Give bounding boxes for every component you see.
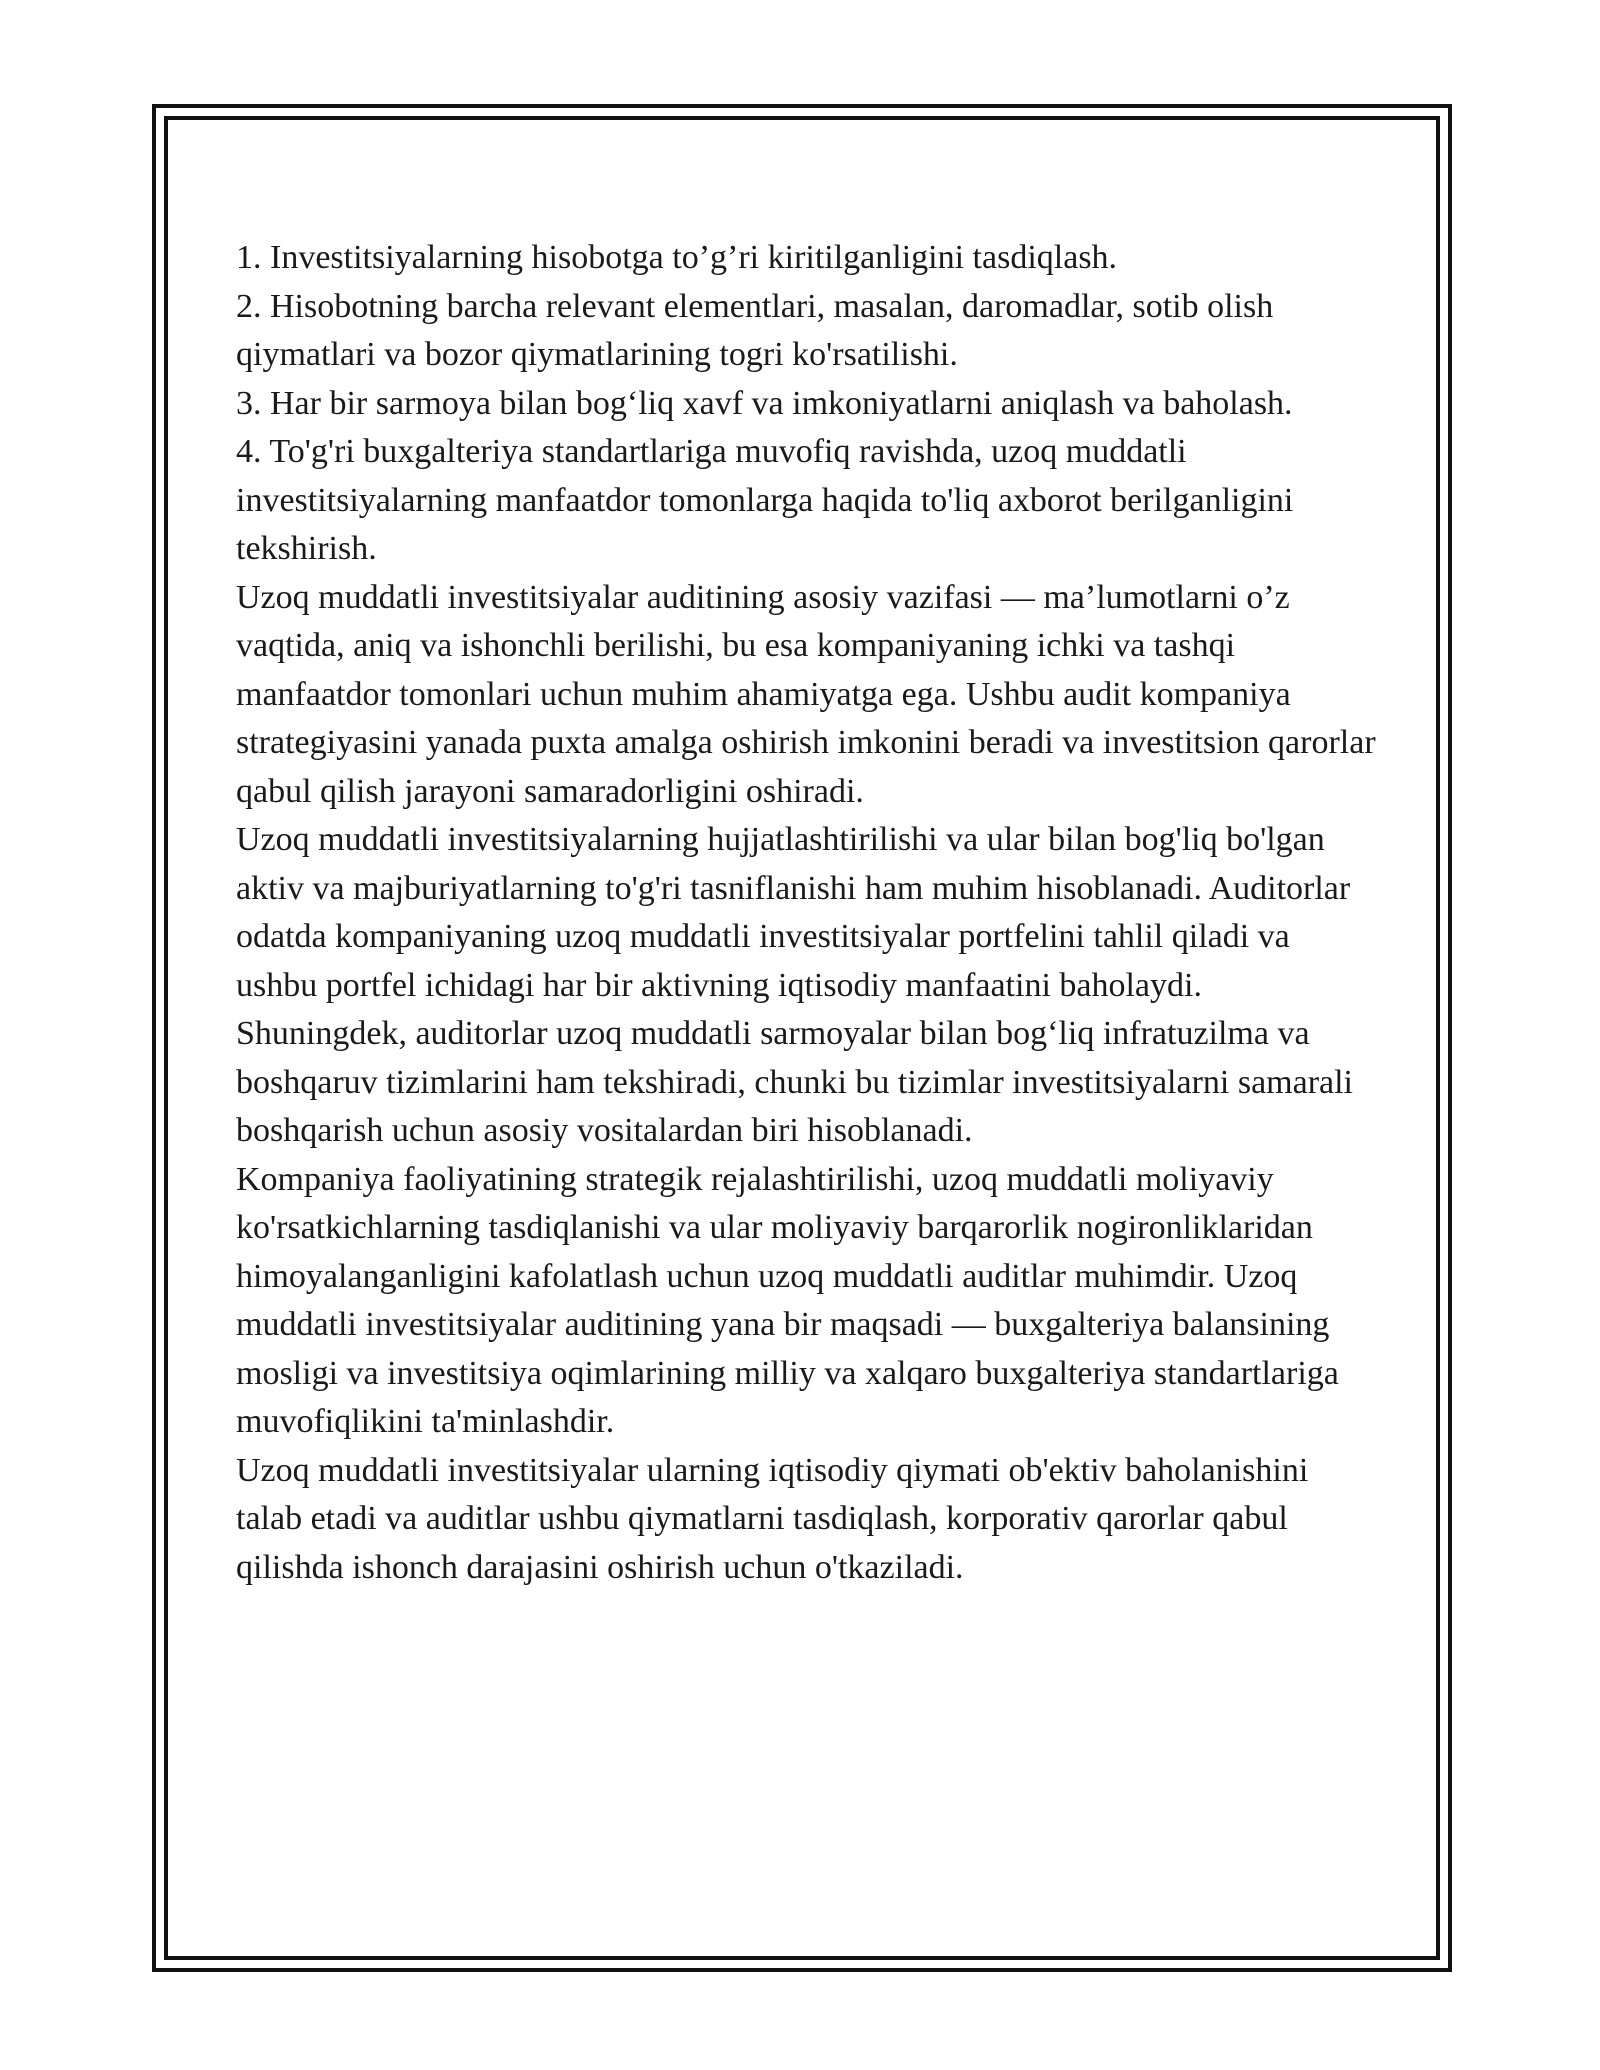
paragraph-4: Uzoq muddatli investitsiyalar ularning iqtisodiy qiymati ob'ektiv baholanishini talab etadi va auditlar ushbu qiymatlarni tasdiqlash, korporativ qarorlar qabul qilishda ishonch darajasini oshirish uchun o'tkaziladi. [236,1451,1309,1586]
list-item-3: 3. Har bir sarmoya bilan bog‘liq xavf va imkoniyatlarni aniqlash va baholash. [236,384,1293,422]
list-item-2: 2. Hisobotning barcha relevant elementlari, masalan, daromadlar, sotib olish qiymatlari va bozor qiymatlarining togri ko'rsatilishi. [236,287,1274,373]
numbered-list [236,234,1376,574]
paragraph-2: Uzoq muddatli investitsiyalarning hujjatlashtirilishi va ular bilan bog'liq bo'lgan aktiv va majburiyatlarning to'g'ri tasniflanishi ham muhim hisoblanadi. Auditorlar odatda kompaniyaning uzoq muddatli investitsiyalar portfelini tahlil qiladi va ushbu portfel ichidagi har bir aktivning iqtisodiy manfaatini baholaydi. Shuningdek, auditorlar uzoq muddatli sarmoyalar bilan bog‘liq infratuzilma va boshqaruv tizimlarini ham tekshiradi, chunki bu tizimlar investitsiyalarni samarali boshqarish uchun asosiy vositalardan biri hisoblanadi. [236,821,1354,1149]
list-item-4: 4. To'g'ri buxgalteriya standartlariga muvofiq ravishda, uzoq muddatli investitsiyalarning manfaatdor tomonlarga haqida to'liq axborot berilganligini tekshirish. [236,433,1294,567]
paragraph-3: Kompaniya faoliyatining strategik rejalashtirilishi, uzoq muddatli moliyaviy ko'rsatkichlarning tasdiqlanishi va ular moliyaviy barqarorlik nogironliklaridan himoyalanganligini kafolatlash uchun uzoq muddatli auditlar muhimdir. Uzoq muddatli investitsiyalar auditining yana bir maqsadi — buxgalteriya balansining mosligi va investitsiya oqimlarining milliy va xalqaro buxgalteriya standartlariga muvofiqlikini ta'minlashdir. [236,1160,1339,1440]
document-body [236,234,1376,1592]
paragraph-1: Uzoq muddatli investitsiyalar auditining asosiy vazifasi — ma’lumotlarni o’z vaqtida, aniq va ishonchli berilishi, bu esa kompaniyaning ichki va tashqi manfaatdor tomonlari uchun muhim ahamiyatga ega. Ushbu audit kompaniya strategiyasini yanada puxta amalga oshirish imkonini beradi va investitsion qarorlar qabul qilish jarayoni samaradorligini oshiradi. [236,578,1376,810]
list-item-1: 1. Investitsiyalarning hisobotga to’g’ri kiritilganligini tasdiqlash. [236,239,1118,276]
